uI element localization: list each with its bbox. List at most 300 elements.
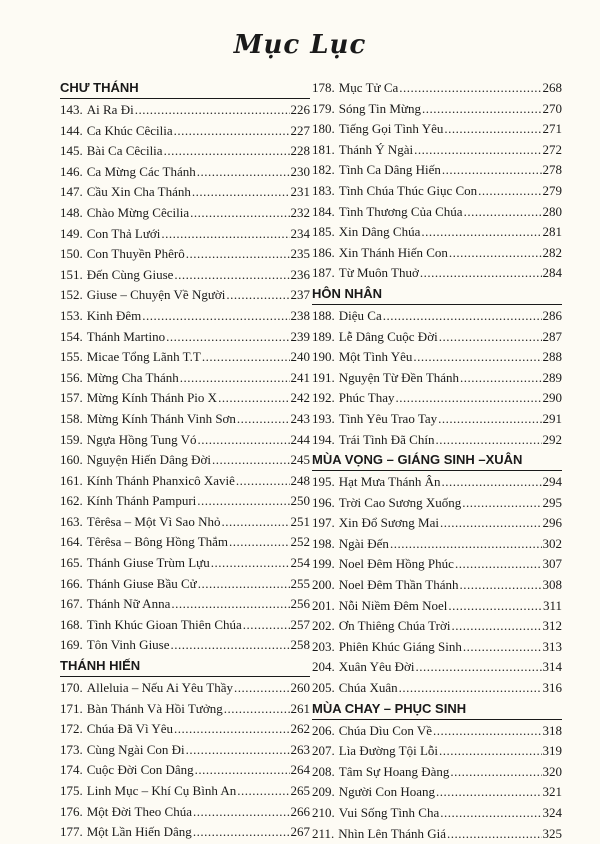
toc-entry <box>312 99 562 120</box>
toc-entry <box>312 534 562 555</box>
section-heading: THÁNH HIẾN <box>60 656 310 677</box>
entry-page-number: 287 <box>542 328 562 344</box>
entry-title: Cầu Xin Cha Thánh <box>86 184 191 200</box>
dot-leader <box>449 243 542 264</box>
entry-page-number: 228 <box>290 143 310 159</box>
toc-entry <box>60 615 310 636</box>
section-heading: MÙA VỌNG – GIÁNG SINH –XUÂN <box>312 450 562 471</box>
entry-title: Bài Ca Cêcilia <box>86 143 163 159</box>
dot-leader <box>395 388 541 409</box>
dot-leader <box>420 263 542 284</box>
dot-leader <box>166 327 289 348</box>
entry-page-number: 257 <box>290 616 310 632</box>
entry-number: 144. <box>60 122 83 138</box>
entry-title: Chúa Dìu Con Về <box>338 722 433 738</box>
entry-page-number: 278 <box>542 162 562 178</box>
toc-entry <box>312 263 562 284</box>
entry-title: Một Đời Theo Chúa <box>86 803 192 819</box>
dot-leader <box>211 553 290 574</box>
entry-number: 190. <box>312 349 335 365</box>
entry-page-number: 313 <box>542 638 562 654</box>
dot-leader <box>442 472 542 493</box>
dot-leader <box>193 822 290 843</box>
toc-entry <box>312 160 562 181</box>
dot-leader <box>439 327 542 348</box>
toc-entry <box>60 121 310 142</box>
entry-number: 206. <box>312 722 335 738</box>
dot-leader <box>413 347 541 368</box>
entry-number: 173. <box>60 741 83 757</box>
entry-number: 204. <box>312 659 335 675</box>
entry-page-number: 307 <box>542 556 562 572</box>
entry-number: 174. <box>60 762 83 778</box>
toc-entry <box>312 513 562 534</box>
toc-entry <box>60 553 310 574</box>
toc-entry <box>60 450 310 471</box>
dot-leader <box>478 181 541 202</box>
section-heading: HÔN NHÂN <box>312 284 562 305</box>
entry-title: Tình Thương Của Chúa <box>338 203 463 219</box>
toc-entry <box>312 637 562 658</box>
toc-entry <box>60 719 310 740</box>
entry-title: Mừng Kính Thánh Vinh Sơn <box>86 410 236 426</box>
entry-title: Ca Mừng Các Thánh <box>86 163 196 179</box>
entry-title: Micae Tổng Lãnh T.T <box>86 349 201 365</box>
entry-page-number: 248 <box>290 472 310 488</box>
dot-leader <box>422 99 542 120</box>
entry-page-number: 241 <box>290 369 310 385</box>
dot-leader <box>186 740 290 761</box>
entry-number: 210. <box>312 805 335 820</box>
dot-leader <box>234 678 290 699</box>
entry-title: Alleluia – Nếu Ai Yêu Thầy <box>86 680 233 696</box>
dot-leader <box>237 781 289 802</box>
entry-title: Bàn Thánh Và Hồi Tưởng <box>86 700 223 716</box>
entry-title: Nhìn Lên Thánh Giá <box>338 825 446 841</box>
entry-number: 208. <box>312 763 335 779</box>
entry-title: Trái Tình Đã Chín <box>338 431 435 447</box>
entry-number: 153. <box>60 307 83 323</box>
entry-title: Cùng Ngài Con Đi <box>86 741 185 757</box>
entry-title: Diệu Ca <box>338 307 382 323</box>
entry-title: Vui Sống Tình Cha <box>338 805 440 820</box>
entry-title: Ơn Thiêng Chúa Trời <box>338 618 451 634</box>
entry-number: 158. <box>60 410 83 426</box>
dot-leader <box>444 119 541 140</box>
dot-leader <box>174 719 289 740</box>
entry-page-number: 270 <box>542 100 562 116</box>
entry-number: 163. <box>60 513 83 529</box>
entry-title: Chào Mừng Cêcilia <box>86 204 190 220</box>
entry-title: Ngài Đến <box>338 535 389 551</box>
entry-page-number: 289 <box>542 369 562 385</box>
toc-entry <box>312 388 562 409</box>
entry-title: Phiên Khúc Giáng Sinh <box>338 638 462 654</box>
entry-number: 171. <box>60 700 83 716</box>
entry-title: Thánh Giuse Bầu Cử <box>86 575 197 591</box>
entry-page-number: 232 <box>290 204 310 220</box>
entry-number: 155. <box>60 349 83 365</box>
entry-number: 156. <box>60 369 83 385</box>
dot-leader <box>198 574 290 595</box>
entry-page-number: 302 <box>542 535 562 551</box>
dot-leader <box>421 222 541 243</box>
entry-title: Thánh Giuse Trùm Lựu <box>86 555 210 571</box>
entry-title: Thánh Martino <box>86 328 166 344</box>
dot-leader <box>440 803 541 824</box>
toc-entry <box>60 224 310 245</box>
dot-leader <box>193 802 290 823</box>
entry-page-number: 319 <box>542 743 562 759</box>
entry-page-number: 271 <box>542 121 562 137</box>
page-title: Mục Lục <box>233 30 367 60</box>
entry-number: 150. <box>60 246 83 262</box>
entry-number: 211. <box>312 825 335 841</box>
entry-number: 149. <box>60 225 83 241</box>
entry-title: Tâm Sự Hoang Đàng <box>338 763 450 779</box>
toc-entry <box>60 203 310 224</box>
entry-title: Đến Cùng Giuse <box>86 266 174 282</box>
entry-page-number: 312 <box>542 618 562 634</box>
entry-page-number: 292 <box>542 431 562 447</box>
entry-number: 147. <box>60 184 83 200</box>
dot-leader <box>399 78 541 99</box>
entry-title: Mừng Cha Thánh <box>86 369 179 385</box>
toc-entry <box>60 512 310 533</box>
dot-leader <box>390 534 542 555</box>
entry-page-number: 325 <box>542 825 562 841</box>
entry-title: Tôn Vinh Giuse <box>86 637 170 653</box>
entry-number: 172. <box>60 721 83 737</box>
entry-page-number: 234 <box>290 225 310 241</box>
entry-title: Noel Đêm Thần Thánh <box>338 577 459 593</box>
toc-entry <box>312 657 562 678</box>
entry-number: 183. <box>312 182 335 198</box>
entry-page-number: 258 <box>290 637 310 653</box>
toc-entry <box>60 306 310 327</box>
entry-title: Nỗi Niềm Đêm Noel <box>338 597 448 613</box>
toc-right-column <box>312 78 562 844</box>
entry-title: Kinh Đêm <box>86 307 142 323</box>
toc-entry <box>312 493 562 514</box>
toc-entry <box>312 472 562 493</box>
entry-page-number: 282 <box>542 244 562 260</box>
dot-leader <box>229 532 289 553</box>
entry-page-number: 265 <box>290 783 310 798</box>
entry-title: Ai Ra Đi <box>86 102 134 117</box>
entry-number: 152. <box>60 287 83 303</box>
toc-entry <box>312 181 562 202</box>
entry-number: 151. <box>60 266 83 282</box>
entry-page-number: 266 <box>290 803 310 819</box>
toc-entry <box>312 119 562 140</box>
entry-page-number: 320 <box>542 763 562 779</box>
dot-leader <box>383 306 542 327</box>
entry-title: Linh Mục – Khí Cụ Bình An <box>86 783 237 798</box>
entry-page-number: 280 <box>542 203 562 219</box>
toc-entry <box>312 409 562 430</box>
toc-entry <box>312 596 562 617</box>
entry-number: 146. <box>60 163 83 179</box>
dot-leader <box>448 596 542 617</box>
toc-entry <box>60 822 310 843</box>
entry-number: 198. <box>312 535 335 551</box>
entry-page-number: 240 <box>290 349 310 365</box>
entry-page-number: 279 <box>542 182 562 198</box>
entry-number: 164. <box>60 534 83 550</box>
entry-title: Tình Chúa Thúc Giục Con <box>338 182 478 198</box>
dot-leader <box>439 741 541 762</box>
entry-number: 201. <box>312 597 335 613</box>
toc-entry <box>312 347 562 368</box>
entry-title: Kính Thánh Phanxicô Xaviê <box>86 472 235 488</box>
entry-title: Têrêsa – Bông Hồng Thắm <box>86 534 229 550</box>
entry-page-number: 231 <box>290 184 310 200</box>
toc-entry <box>312 306 562 327</box>
dot-leader <box>161 224 289 245</box>
dot-leader <box>438 409 541 430</box>
toc-entry <box>312 202 562 223</box>
entry-page-number: 308 <box>542 577 562 593</box>
dot-leader <box>440 513 542 534</box>
toc-entry <box>60 265 310 286</box>
entry-number: 159. <box>60 431 83 447</box>
toc-entry <box>312 678 562 699</box>
entry-number: 166. <box>60 575 83 591</box>
entry-number: 176. <box>60 803 83 819</box>
entry-page-number: 252 <box>290 534 310 550</box>
entry-page-number: 263 <box>290 741 310 757</box>
dot-leader <box>236 471 290 492</box>
dot-leader <box>455 554 542 575</box>
entry-number: 170. <box>60 680 83 696</box>
dot-leader <box>224 699 290 720</box>
entry-number: 196. <box>312 494 335 510</box>
entry-page-number: 260 <box>290 680 310 696</box>
entry-page-number: 226 <box>290 102 310 117</box>
toc-entry <box>60 740 310 761</box>
entry-title: Nguyện Từ Đền Thánh <box>338 369 460 385</box>
dot-leader <box>171 594 289 615</box>
entry-page-number: 244 <box>290 431 310 447</box>
toc-entry <box>312 741 562 762</box>
entry-title: Xin Dâng Chúa <box>338 224 421 240</box>
entry-title: Xuân Yêu Đời <box>338 659 415 675</box>
toc-entry <box>60 347 310 368</box>
dot-leader <box>198 430 290 451</box>
entry-title: Lễ Dâng Cuộc Đời <box>338 328 438 344</box>
entry-title: Chúa Đã Vì Yêu <box>86 721 174 737</box>
toc-entry <box>312 803 562 824</box>
dot-leader <box>195 760 290 781</box>
toc-entry <box>60 430 310 451</box>
entry-number: 195. <box>312 474 335 490</box>
toc-entry <box>60 182 310 203</box>
entry-title: Một Lần Hiến Dâng <box>86 824 192 840</box>
dot-leader <box>460 575 542 596</box>
toc-entry <box>312 430 562 451</box>
entry-page-number: 227 <box>290 122 310 138</box>
toc-entry <box>60 635 310 656</box>
entry-number: 148. <box>60 204 83 220</box>
toc-entry <box>312 222 562 243</box>
toc-entry <box>60 409 310 430</box>
entry-page-number: 286 <box>542 307 562 323</box>
entry-number: 178. <box>312 80 335 95</box>
entry-page-number: 295 <box>542 494 562 510</box>
toc-entry <box>312 368 562 389</box>
entry-page-number: 251 <box>290 513 310 529</box>
entry-title: Kính Thánh Pampuri <box>86 493 197 509</box>
dot-leader <box>218 388 289 409</box>
entry-page-number: 242 <box>290 390 310 406</box>
entry-number: 145. <box>60 143 83 159</box>
toc-entry <box>312 616 562 637</box>
entry-title: Noel Đêm Hồng Phúc <box>338 556 454 572</box>
toc-entry <box>60 760 310 781</box>
entry-page-number: 272 <box>542 141 562 157</box>
entry-title: Tiếng Gọi Tình Yêu <box>338 121 444 137</box>
entry-title: Thánh Nữ Anna <box>86 596 171 612</box>
section-heading: CHƯ THÁNH <box>60 78 310 99</box>
toc-entry <box>60 285 310 306</box>
entry-page-number: 230 <box>290 163 310 179</box>
entry-title: Con Thả Lưới <box>86 225 161 241</box>
toc-entry <box>312 243 562 264</box>
entry-title: Nguyện Hiến Dâng Đời <box>86 452 211 468</box>
entry-number: 157. <box>60 390 83 406</box>
entry-title: Một Tình Yêu <box>338 349 413 365</box>
dot-leader <box>142 306 289 327</box>
entry-page-number: 290 <box>542 390 562 406</box>
dot-leader <box>463 637 542 658</box>
toc-entry <box>60 388 310 409</box>
entry-number: 187. <box>312 265 335 281</box>
dot-leader <box>243 615 290 636</box>
entry-page-number: 296 <box>542 515 562 531</box>
entry-number: 177. <box>60 824 83 840</box>
entry-page-number: 268 <box>542 80 562 95</box>
entry-page-number: 237 <box>290 287 310 303</box>
entry-title: Tình Yêu Trao Tay <box>338 410 438 426</box>
toc-entry <box>60 100 310 121</box>
entry-number: 165. <box>60 555 83 571</box>
toc-entry <box>60 471 310 492</box>
entry-page-number: 255 <box>290 575 310 591</box>
dot-leader <box>221 512 289 533</box>
entry-number: 197. <box>312 515 335 531</box>
dot-leader <box>171 635 290 656</box>
entry-title: Sóng Tin Mừng <box>338 100 421 116</box>
dot-leader <box>197 491 289 512</box>
entry-number: 207. <box>312 743 335 759</box>
entry-number: 186. <box>312 244 335 260</box>
entry-title: Hạt Mưa Thánh Ân <box>338 474 441 490</box>
entry-number: 154. <box>60 328 83 344</box>
entry-title: Lìa Đường Tội Lỗi <box>338 743 439 759</box>
entry-page-number: 254 <box>290 555 310 571</box>
entry-number: 168. <box>60 616 83 632</box>
entry-title: Ngựa Hồng Tung Vó <box>86 431 197 447</box>
entry-number: 188. <box>312 307 335 323</box>
dot-leader <box>435 430 541 451</box>
entry-number: 169. <box>60 637 83 653</box>
toc-entry <box>60 368 310 389</box>
entry-page-number: 294 <box>542 474 562 490</box>
dot-leader <box>237 409 290 430</box>
entry-page-number: 316 <box>542 680 562 696</box>
dot-leader <box>180 368 290 389</box>
dot-leader <box>464 202 542 223</box>
entry-title: Xin Thánh Hiến Con <box>338 244 448 260</box>
entry-page-number: 243 <box>290 410 310 426</box>
toc-entry <box>312 824 562 844</box>
toc-entry <box>60 678 310 699</box>
entry-number: 199. <box>312 556 335 572</box>
entry-number: 202. <box>312 618 335 634</box>
dot-leader <box>415 657 541 678</box>
dot-leader <box>202 347 290 368</box>
dot-leader <box>186 244 290 265</box>
entry-number: 194. <box>312 431 335 447</box>
toc-entry <box>312 721 562 742</box>
entry-title: Con Thuyền Phêrô <box>86 246 185 262</box>
entry-page-number: 250 <box>290 493 310 509</box>
dot-leader <box>212 450 290 471</box>
dot-leader <box>164 141 290 162</box>
entry-title: Từ Muôn Thuở <box>338 265 419 281</box>
entry-page-number: 281 <box>542 224 562 240</box>
dot-leader <box>192 182 290 203</box>
toc-entry <box>312 140 562 161</box>
entry-title: Thánh Ý Ngài <box>338 141 414 157</box>
entry-number: 179. <box>312 100 335 116</box>
entry-page-number: 256 <box>290 596 310 612</box>
toc-entry <box>60 781 310 802</box>
dot-leader <box>135 100 290 121</box>
toc-entry <box>60 244 310 265</box>
entry-page-number: 284 <box>542 265 562 281</box>
entry-number: 185. <box>312 224 335 240</box>
entry-page-number: 235 <box>290 246 310 262</box>
entry-page-number: 291 <box>542 410 562 426</box>
dot-leader <box>447 824 542 844</box>
dot-leader <box>460 368 541 389</box>
entry-page-number: 261 <box>290 700 310 716</box>
entry-title: Tình Ca Dâng Hiến <box>338 162 441 178</box>
entry-title: Xin Đổ Sương Mai <box>338 515 439 531</box>
dot-leader <box>174 265 289 286</box>
entry-page-number: 267 <box>290 824 310 840</box>
entry-title: Trời Cao Sương Xuống <box>338 494 462 510</box>
entry-page-number: 264 <box>290 762 310 778</box>
dot-leader <box>450 762 541 783</box>
dot-leader <box>174 121 290 142</box>
entry-title: Mục Tử Ca <box>338 80 399 95</box>
toc-entry <box>312 78 562 99</box>
toc-entry <box>60 162 310 183</box>
entry-number: 193. <box>312 410 335 426</box>
entry-number: 189. <box>312 328 335 344</box>
dot-leader <box>190 203 289 224</box>
entry-title: Phúc Thay <box>338 390 395 406</box>
entry-number: 160. <box>60 452 83 468</box>
dot-leader <box>433 721 541 742</box>
entry-number: 175. <box>60 783 83 798</box>
entry-page-number: 321 <box>542 784 562 800</box>
dot-leader <box>442 160 542 181</box>
entry-title: Têrêsa – Một Vì Sao Nhỏ <box>86 513 221 529</box>
